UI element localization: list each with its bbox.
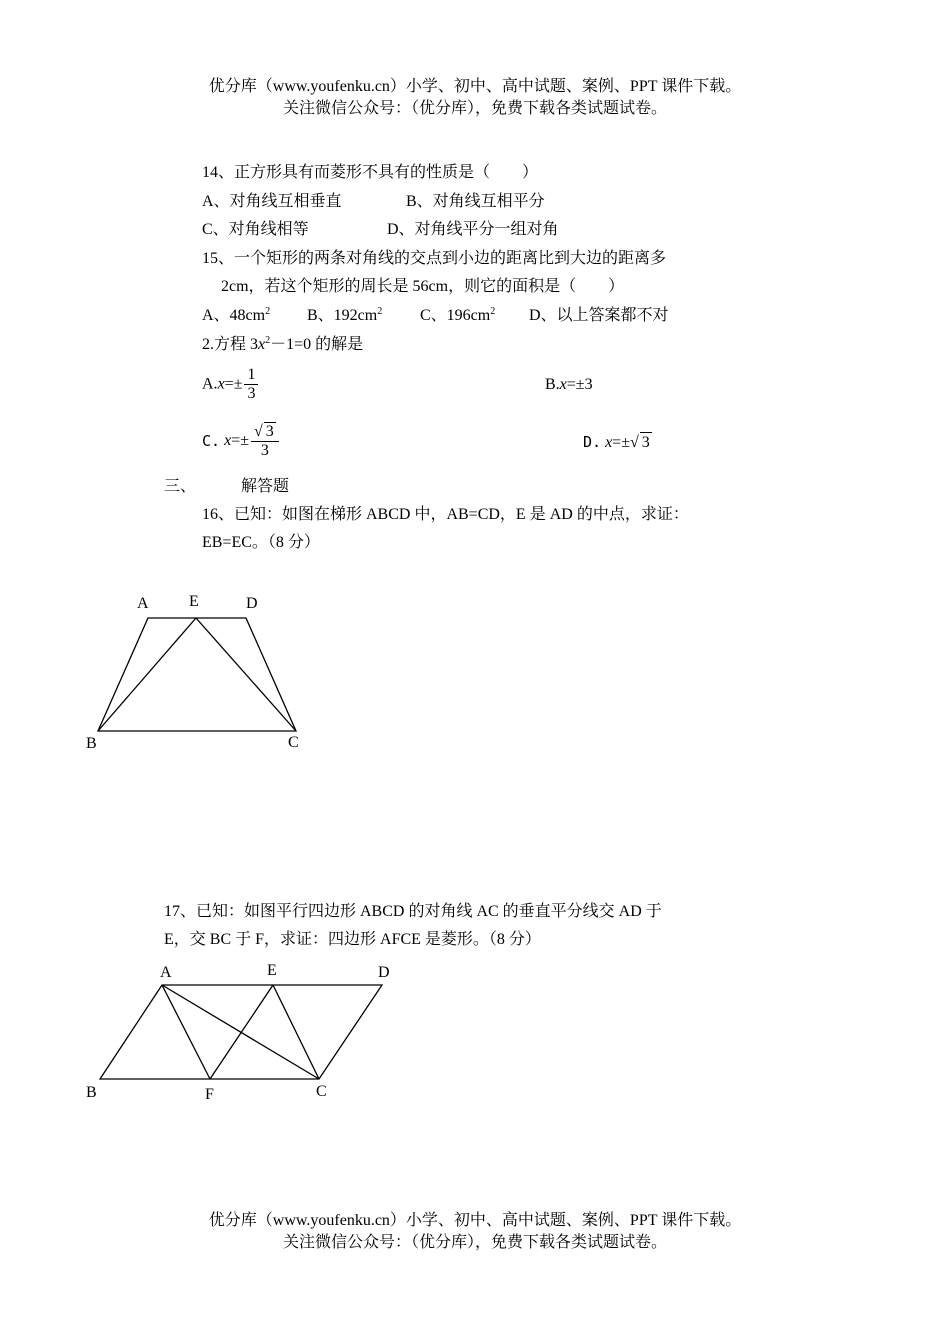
section-3-number: 三、 [164, 478, 197, 495]
q2-option-d-mid: =± [612, 434, 630, 451]
header-line-2: 关注微信公众号：（优分库），免费下载各类试题试卷。 [282, 100, 667, 117]
q2-option-d-radicand: 3 [641, 434, 650, 451]
q16-stem-line-1: 16、已知：如图在梯形 ABCD 中，AB=CD，E 是 AD 的中点，求证： [202, 506, 689, 523]
parallelogram-label-c: C [316, 1083, 327, 1100]
q2-stem-exp: 2 [265, 335, 271, 346]
q2-option-b-mid: =±3 [566, 376, 593, 393]
q15-option-c-text: C、196cm [420, 307, 491, 324]
trapezoid-label-e: E [189, 593, 199, 610]
q15-option-b-text: B、192cm [307, 307, 378, 324]
header-line-1: 优分库（www.youfenku.cn）小学、初中、高中试题、案例、PPT 课件下载。 [208, 78, 742, 95]
trapezoid-label-a: A [137, 595, 149, 612]
q15-stem-line-1: 15、一个矩形的两条对角线的交点到小边的距离比到大边的距离多 [202, 250, 667, 267]
q2-option-a-denominator: 3 [247, 385, 256, 402]
trapezoid-label-b: B [86, 735, 97, 752]
q2-option-c-radicand: 3 [265, 423, 274, 440]
q2-option-c-denominator: 3 [260, 442, 269, 459]
segment-eb [98, 618, 196, 731]
q2-option-a-numerator: 1 [244, 366, 258, 385]
q2-stem-var: x [258, 336, 266, 353]
parallelogram-figure [100, 985, 382, 1079]
q2-option-d-var: x [605, 434, 613, 451]
sqrt-icon: √ [253, 423, 263, 440]
q15-option-d: D、以上答案都不对 [529, 307, 669, 324]
q14-option-c: C、对角线相等 [202, 221, 309, 238]
q2-option-d-prefix: D. [583, 433, 602, 451]
q15-option-a-text: A、48cm [202, 307, 266, 324]
section-3-title: 解答题 [241, 478, 290, 495]
sqrt-icon: √ [629, 434, 639, 451]
q2-option-b-prefix: B. [545, 376, 560, 393]
q15-option-c-exp: 2 [490, 306, 496, 317]
q2-option-b-var: x [559, 376, 567, 393]
q2-option-c-mid: =± [231, 432, 249, 449]
parallelogram-label-e: E [267, 962, 277, 979]
q14-stem: 14、正方形具有而菱形不具有的性质是（ ） [202, 164, 539, 181]
parallelogram-label-d: D [378, 964, 390, 981]
q2-option-a-var: x [217, 375, 225, 393]
footer-line-2: 关注微信公众号：（优分库），免费下载各类试题试卷。 [282, 1234, 667, 1251]
segment-ef [210, 985, 273, 1079]
q14-option-b: B、对角线互相平分 [406, 193, 545, 210]
q15-option-b-exp: 2 [377, 306, 383, 317]
footer-line-1: 优分库（www.youfenku.cn）小学、初中、高中试题、案例、PPT 课件下载。 [208, 1212, 742, 1229]
q14-option-a: A、对角线互相垂直 [202, 193, 342, 210]
parallelogram-label-b: B [86, 1084, 97, 1101]
q2-option-a-prefix: A. [202, 375, 218, 393]
q2-stem-prefix: 2.方程 3 [202, 336, 259, 353]
trapezoid-abcd [98, 618, 296, 731]
q2-stem-suffix: －1=0 的解是 [270, 336, 364, 353]
q17-stem-line-2: E，交 BC 于 F，求证：四边形 AFCE 是菱形。（8 分） [164, 931, 541, 948]
segment-ec [196, 618, 296, 731]
q14-option-d: D、对角线平分一组对角 [387, 221, 559, 238]
parallelogram-label-a: A [160, 964, 172, 981]
trapezoid-label-c: C [288, 734, 299, 751]
q16-stem-line-2: EB=EC。（8 分） [202, 534, 320, 551]
trapezoid-label-d: D [246, 595, 258, 612]
q2-option-a-mid: =± [224, 375, 243, 393]
q2-option-c-prefix: C. [202, 432, 221, 450]
q15-option-a-exp: 2 [265, 306, 271, 317]
parallelogram-label-f: F [205, 1086, 214, 1103]
q2-option-c-var: x [224, 432, 232, 449]
trapezoid-figure [98, 618, 296, 731]
q15-stem-line-2: 2cm，若这个矩形的周长是 56cm，则它的面积是（ ） [221, 278, 625, 295]
q17-stem-line-1: 17、已知：如图平行四边形 ABCD 的对角线 AC 的垂直平分线交 AD 于 [164, 903, 662, 920]
